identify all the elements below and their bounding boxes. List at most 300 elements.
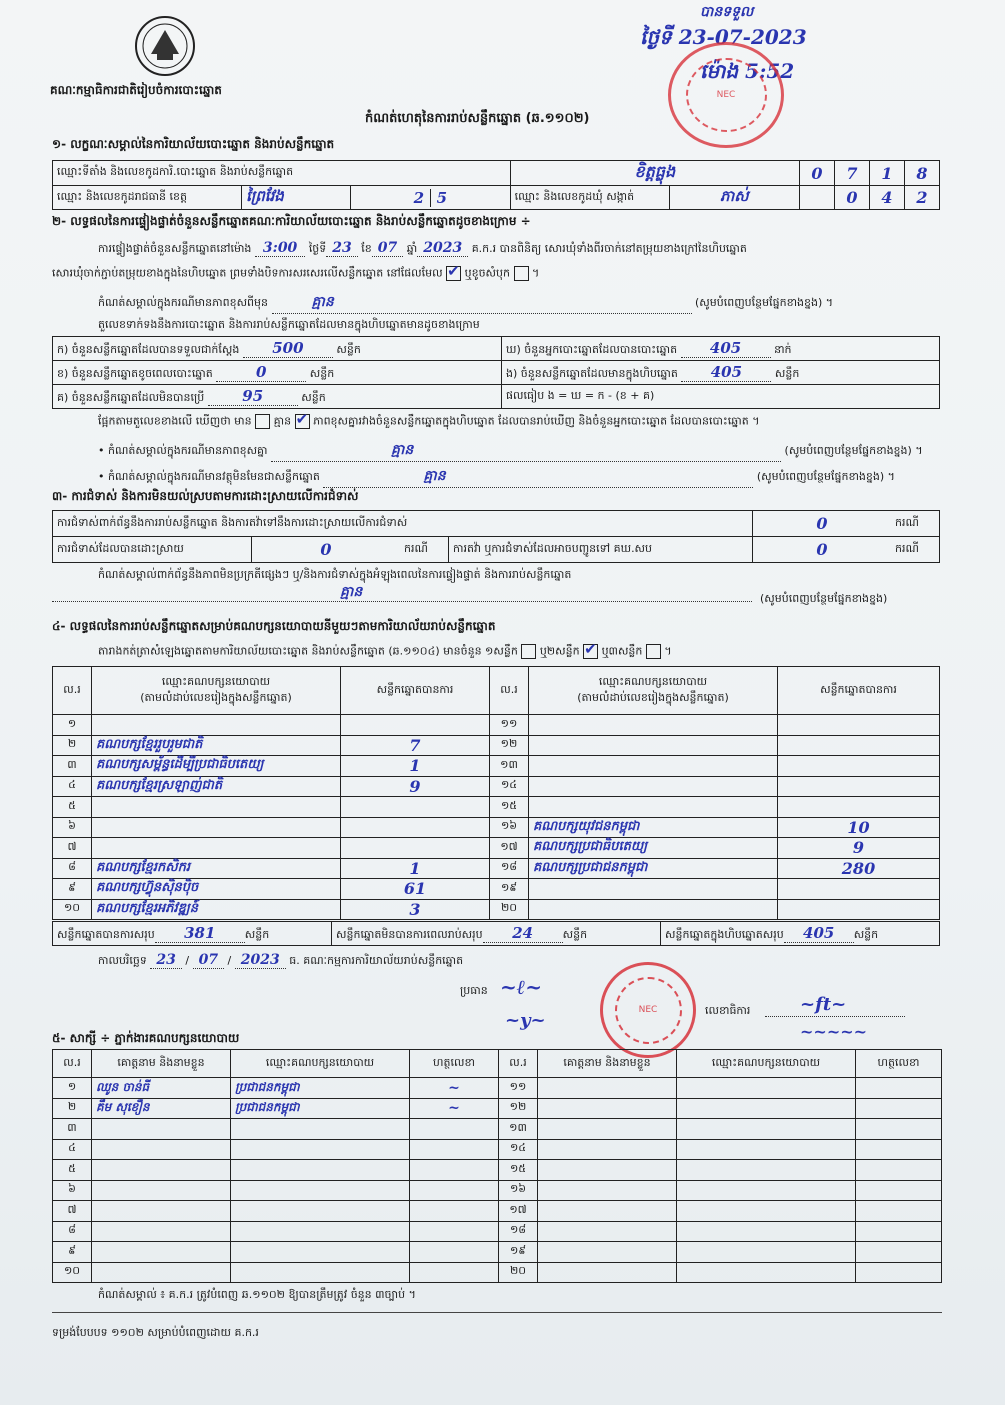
table-row [53,817,940,838]
col-votes: សន្លឹកឆ្នោតបានការ [341,667,490,715]
total-box-label: សន្លឹកឆ្នោតក្នុងហិបឆ្នោតសរុប [665,927,784,941]
vote-count: 9 [778,838,940,859]
witness-party [677,1180,856,1201]
witness-party [231,1119,410,1140]
row-no: ១៧ [499,1201,538,1222]
unit-sheet: សន្លឹក [244,927,270,941]
total-valid-value: 381 [155,924,245,943]
witness-signature [856,1180,942,1201]
vote-count [778,879,940,900]
party-name [529,735,778,756]
vote-count [778,797,940,818]
member-signature: ~y~ [505,1010,546,1031]
witness-party [231,1242,410,1263]
vote-count [341,838,490,859]
row-no: ១១ [490,715,529,736]
table-row [53,1201,942,1222]
vote-count: 7 [341,735,490,756]
row-no: ១៥ [499,1160,538,1181]
col-party-sub: (តាមលំដាប់លេខរៀងក្នុងសន្លឹកឆ្នោត) [140,690,292,704]
witness-signature: ~ [410,1078,499,1099]
table-row [53,1119,942,1140]
verification-month: 07 [372,240,403,257]
witness-name [538,1139,677,1160]
party-name [529,797,778,818]
handwritten-date: ថ្ងៃទី 23-07-2023 [640,25,807,49]
unit-sheet: សន្លឹក [301,390,326,404]
witness-signature [856,1139,942,1160]
row-no: ១៧ [490,838,529,859]
row-no: ៧ [53,838,92,859]
witness-name [538,1221,677,1242]
compare-line: ផ្អែកតាមតួលេខខាងលើ ឃើញថា មាន គ្មាន ✔ ភាពខុសគ្នារវាងចំនួនសន្លឹកឆ្នោតក្នុងហិបឆ្នោត ដែលបានរាប់ឃើញ និងចំនួនអ្នកបោះឆ្នោត ដែលបានបោះឆ្នោត ។ [98,414,759,431]
unit-case: ករណី [891,511,940,537]
count-c-label: គ) ចំនួនសន្លឹកឆ្នោតដែលមិនបានប្រើ [57,390,205,404]
witness-signature [410,1262,499,1283]
secretary-signature-2: ~~~~~ [800,1022,868,1041]
results-table [52,666,940,920]
witness-signature [856,1098,942,1119]
party-name [92,817,341,838]
party-name [529,715,778,736]
verification-line-2: សោរឃុំចាក់ភ្ជាប់តម្រុយខាងក្នុងនៃហិបឆ្នោត ព្រមទាំងបិទការសរសេរលើសន្លឹកឆ្នោត នៅផែលមែល ✔ ឬខូចសំបុក ។ [52,266,539,283]
row-no: ៨ [53,858,92,879]
checkbox-two-sheets[interactable] [583,644,598,659]
col-party: ឈ្មោះគណបក្សនយោបាយ [598,674,708,688]
row-no: ១២ [490,735,529,756]
vote-count: 3 [341,899,490,920]
table-row [53,1139,942,1160]
results-body [53,715,940,920]
checkbox-no-diff[interactable] [295,414,310,429]
row-no: ១២ [499,1098,538,1119]
witness-party [677,1221,856,1242]
col-party-sub: (តាមលំដាប់លេខរៀងក្នុងសន្លឹកឆ្នោត) [577,690,729,704]
date-year: 2023 [235,952,286,969]
table-row [53,715,940,736]
checkbox-broken[interactable] [514,266,529,281]
checkbox-sealed[interactable] [446,266,461,281]
witness-name [538,1262,677,1283]
unit-sheet: សន្លឹក [336,342,361,356]
vote-count [778,899,940,920]
prior-note-hint: (សូមបំពេញបន្ថែមផ្នែកខាងខ្នង) [695,296,823,309]
verification-year: 2023 [417,240,468,257]
counts-intro: តួលេខទាក់ទងនឹងការបោះឆ្នោត និងការរាប់សន្លឹកឆ្នោតដែលមានក្នុងហិបឆ្នោតមានដូចខាងក្រោម [98,318,480,331]
total-invalid-label: សន្លឹកឆ្នោតមិនបានការពេលរាប់សរុប [336,927,483,941]
verification-rest: គ.ក.រ បានពិនិត្យ សោរឃុំទាំងពីរចាក់នៅតម្រុយខាងក្រៅនៃហិបឆ្នោត [471,242,747,255]
opt3-label: ឬ៣សន្លឹក [601,644,643,658]
vote-count [341,817,490,838]
objection-label: ការជំទាស់ពាក់ព័ន្ធនឹងការរាប់សន្លឹកឆ្នោត និងការតវ៉ាទៅនឹងការដោះស្រាយលើការជំទាស់ [53,511,753,537]
official-stamp-top: NEC [668,42,784,148]
counts-table [52,336,940,409]
table-row [53,838,940,859]
witness-name [92,1180,231,1201]
table-row [53,1242,942,1263]
row-no: ១៨ [499,1221,538,1242]
table-row [53,1160,942,1181]
total-valid-label: សន្លឹកឆ្នោតបានការសរុប [57,927,155,941]
commune-code-digit: 4 [870,186,905,210]
section1-table [52,160,940,210]
party-name: គណបក្សប្រជាជនកម្ពុជា [529,858,778,879]
witness-body [53,1078,942,1283]
commune-value: ភាស់ [669,186,799,210]
witness-name [92,1201,231,1222]
witness-signature [410,1139,499,1160]
diff-note-value: គ្មាន [271,440,781,462]
witness-signature [856,1242,942,1263]
compare-rest: ភាពខុសគ្នារវាងចំនួនសន្លឹកឆ្នោតក្នុងហិបឆ្នោត ដែលបានរាប់ឃើញ និងចំនួនអ្នកបោះឆ្នោត ដែលបានបោះឆ្នោត [313,414,749,428]
witness-name [538,1160,677,1181]
unit-sheet: សន្លឹក [309,366,335,380]
diff-note-label: កំណត់សម្គាល់ក្នុងករណីមានភាពខុសគ្នា [108,444,268,457]
witness-party [677,1139,856,1160]
row-no: ១១ [499,1078,538,1099]
section5-title: ៥- សាក្សី ÷ ភ្នាក់ងារគណបក្សនយោបាយ [52,1031,240,1045]
witness-party [677,1201,856,1222]
date-label: កាលបរិច្ឆេទ [98,954,147,967]
witness-name [538,1242,677,1263]
party-name: គណបក្សខ្មែររួបរួមជាតិ [92,735,341,756]
obj-note-line: • កំណត់សម្គាល់ក្នុងករណីមានវត្ថុមិនមែនជាសន្លឹកឆ្នោត គ្មាន (សូមបំពេញបន្ថែមផ្នែកខាងខ្នង) ។ [98,466,895,488]
count-a-label: ក) ចំនួនសន្លឹកឆ្នោតដែលបានទទួលជាក់ស្តែង [57,342,240,356]
party-name: គណបក្សខ្មែរកសិករ [92,858,341,879]
row-no: ២ [53,1098,92,1119]
formula-cell: ផលធៀប ង = ឃ = ក - (ខ + គ) [502,385,940,409]
col-party: ឈ្មោះគណបក្សនយោបាយ [231,1050,410,1078]
footer-divider [52,1312,942,1313]
witness-party [231,1262,410,1283]
witness-signature [410,1242,499,1263]
unit-case: ករណី [891,537,940,563]
col-sign: ហត្ថលេខា [856,1050,942,1078]
row-no: ១៣ [499,1119,538,1140]
row-no: ១៦ [499,1180,538,1201]
count-b-label: ខ) ចំនួនសន្លឹកឆ្នោតខូចពេលបោះឆ្នោត [57,366,213,380]
row-no: ១៦ [490,817,529,838]
witness-signature [856,1078,942,1099]
prior-note-line: កំណត់សម្គាល់ក្នុងករណីមានភាពខុសពីមុន គ្មាន (សូមបំពេញបន្ថែមផ្នែកខាងខ្នង) ។ [98,292,948,314]
witness-party: ប្រជាជនកម្ពុជា [231,1078,410,1099]
table-row [53,756,940,777]
committee-label: ធ. គណៈកម្មការការិយាល័យរាប់សន្លឹកឆ្នោត [289,954,464,967]
table-row [53,1078,942,1099]
table-row [53,776,940,797]
witness-party [677,1119,856,1140]
witness-party [231,1139,410,1160]
province-value: ព្រៃវែង [242,186,351,210]
section1-title: ១- លក្ខណៈសម្គាល់នៃការិយាល័យបោះឆ្នោត និងរាប់សន្លឹកឆ្នោត [52,137,335,151]
witness-name: ឈូន ចាន់ធី [92,1078,231,1099]
verification-line [98,240,948,258]
witness-party [677,1242,856,1263]
witness-name [92,1139,231,1160]
total-invalid-value: 24 [483,924,563,943]
party-name [529,899,778,920]
table-row [53,899,940,920]
table-row [53,735,940,756]
handwritten-time: ម៉ោង 5:52 [700,59,795,83]
witness-name [538,1078,677,1099]
witness-party [677,1078,856,1099]
witness-party [231,1160,410,1181]
table-row [53,797,940,818]
vote-count [778,715,940,736]
col-name: គោត្តនាម និងនាមខ្លួន [538,1050,677,1078]
vote-count: 1 [341,756,490,777]
witness-party [231,1180,410,1201]
province-code-digit: 5 [436,188,448,207]
official-stamp-bottom: NEC [600,962,696,1058]
party-name [92,797,341,818]
witness-signature [856,1201,942,1222]
row-no: ៦ [53,1180,92,1201]
month-label: ខែ [361,242,372,255]
table-row [53,1221,942,1242]
station-code-digit: 0 [800,161,835,186]
row-no: ៩ [53,879,92,900]
document-title: កំណត់ហេតុនៃការរាប់សន្លឹកឆ្នោត (ឆ.១១០២) [365,111,590,126]
vote-count: 1 [341,858,490,879]
party-name: គណបក្សយុវជនកម្ពុជា [529,817,778,838]
row-no: ១៩ [490,879,529,900]
witness-signature [410,1160,499,1181]
row-no: ១៨ [490,858,529,879]
total-box-value: 405 [784,924,854,943]
obj-note-hint: (សូមបំពេញបន្ថែមផ្នែកខាងខ្នង) [756,470,885,483]
station-code-digit: 7 [835,161,870,186]
station-code-digit: 8 [905,161,940,186]
verification-day: 23 [326,240,357,257]
row-no: ៨ [53,1221,92,1242]
diff-note-line: • កំណត់សម្គាល់ក្នុងករណីមានភាពខុសគ្នា គ្មាន (សូមបំពេញបន្ថែមផ្នែកខាងខ្នង) ។ [98,440,923,462]
checkbox-broken-label: ឬខូចសំបុក [464,266,510,280]
col-sign: ហត្ថលេខា [410,1050,499,1078]
witness-party [231,1201,410,1222]
compare-text: ផ្អែកតាមតួលេខខាងលើ ឃើញថា មាន [98,414,252,428]
witness-name [538,1180,677,1201]
col-votes: សន្លឹកឆ្នោតបានការ [778,667,940,715]
party-name [92,715,341,736]
vote-count [341,797,490,818]
vote-count [778,776,940,797]
unit-sheet: សន្លឹក [853,927,879,941]
witness-party [677,1262,856,1283]
vote-count [778,756,940,777]
unit-sheet: សន្លឹក [774,366,800,380]
col-name: គោត្តនាម និងនាមខ្លួន [92,1050,231,1078]
col-no: ល.រ [499,1050,538,1078]
row-no: ១ [53,715,92,736]
witness-signature [410,1119,499,1140]
count-e-value: 405 [681,363,771,382]
witness-signature [410,1221,499,1242]
row-no: ៣ [53,756,92,777]
col-no: ល.រ [53,667,92,715]
unit-person: នាក់ [774,342,792,356]
opt2-label: ឬ២សន្លឹក [539,644,580,658]
witness-name [92,1160,231,1181]
resolved-label: ការជំទាស់ដែលបានដោះស្រាយ [53,537,252,563]
witness-name [92,1262,231,1283]
section3-title: ៣- ការជំទាស់ និងការមិនយល់ស្របតាមការដោះស្រាយលើការជំទាស់ [52,489,359,503]
commune-label: ឈ្មោះ និងលេខកូដឃុំ សង្កាត់ [510,186,669,210]
count-d-value: 405 [681,339,771,358]
verification-text: ការផ្ទៀងផ្ទាត់ចំនួនសន្លឹកឆ្នោតនៅម៉ោង [98,242,252,255]
table-row [53,1262,942,1283]
row-no: ១៤ [490,776,529,797]
witness-party [677,1098,856,1119]
station-label: ឈ្មោះទីតាំង និងលេខកូដការិ.បោះឆ្នោត និងរាប់សន្លឹកឆ្នោត [53,161,511,186]
obj-note-value: គ្មាន [323,466,753,488]
nec-emblem-icon [133,14,197,78]
col-no: ល.រ [53,1050,92,1078]
witness-party: ប្រជាជនកម្ពុជា [231,1098,410,1119]
date-month: 07 [193,952,224,969]
witness-name [92,1119,231,1140]
date-day: 23 [150,952,181,969]
table-row [53,879,940,900]
vote-count: 10 [778,817,940,838]
appeal-label: ការតវ៉ា ឬការជំទាស់ដែលអាចបញ្ជូនទៅ គឃ.សប [449,537,753,563]
witness-signature [410,1180,499,1201]
vote-count [341,715,490,736]
party-name: គណបក្សខ្មែរអភិវឌ្ឍន៍ [92,899,341,920]
table-row [53,858,940,879]
count-e-label: ង) ចំនួនសន្លឹកឆ្នោតដែលមានក្នុងហិបឆ្នោត [506,366,678,380]
verification-time: 3:00 [255,240,305,257]
row-no: ៣ [53,1119,92,1140]
vote-count: 61 [341,879,490,900]
row-no: ៦ [53,817,92,838]
witness-signature: ~ [410,1098,499,1119]
row-no: ៥ [53,1160,92,1181]
col-no: ល.រ [490,667,529,715]
verification-text-2: សោរឃុំចាក់ភ្ជាប់តម្រុយខាងក្នុងនៃហិបឆ្នោត ព្រមទាំងបិទការសរសេរលើសន្លឹកឆ្នោត នៅផែលមែល [52,266,443,280]
irregularity-note-label: កំណត់សម្គាល់ពាក់ព័ន្ធនឹងភាពមិនប្រក្រតីផ្សេងៗ ឬ/និងការជំទាស់ក្នុងអំឡុងពេលនៃការផ្ទៀងផ្ទាត់ និងការរាប់សន្លឹកឆ្នោត [98,568,572,581]
row-no: ៤ [53,776,92,797]
year-label: ឆ្នាំ [406,242,418,255]
party-name [529,776,778,797]
checkbox-three-sheets[interactable] [646,644,661,659]
day-label: ថ្ងៃទី [308,242,327,255]
commune-code-digit: 0 [835,186,870,210]
irregularity-note-dots [52,585,752,602]
prior-note-label: កំណត់សម្គាល់ក្នុងករណីមានភាពខុសពីមុន [98,296,268,309]
party-name [529,756,778,777]
objection-value: 0 [753,511,892,537]
row-no: ១ [53,1078,92,1099]
witness-signature [856,1119,942,1140]
row-no: ៤ [53,1139,92,1160]
checkbox-has-diff[interactable] [255,414,270,429]
party-name [529,879,778,900]
witness-name [538,1119,677,1140]
sheet-count-intro: តារាងកត់ត្រាសំឡេងឆ្នោតតាមការិយាល័យបោះឆ្នោត និងរាប់សន្លឹកឆ្នោត (ឆ.១១០៤) មានចំនួន ១សន្លឹក [98,644,518,658]
station-code-digit: 1 [870,161,905,186]
witness-name: គឹម សុខឿន [92,1098,231,1119]
witness-party [677,1160,856,1181]
witness-name [538,1098,677,1119]
org-name: គណៈកម្មាធិការជាតិរៀបចំការបោះឆ្នោត [50,83,222,97]
row-no: ២០ [490,899,529,920]
witness-name [92,1221,231,1242]
col-party: ឈ្មោះគណបក្សនយោបាយ [161,674,271,688]
witness-table [52,1049,942,1283]
row-no: ២ [53,735,92,756]
witness-signature [856,1160,942,1181]
table-row [53,1098,942,1119]
row-no: ១០ [53,1262,92,1283]
section4-title: ៤- លទ្ធផលនៃការរាប់សន្លឹកឆ្នោតសម្រាប់គណបក្សនយោបាយនីមួយៗតាមការិយាល័យរាប់សន្លឹកឆ្នោត [52,619,496,633]
resolved-value: 0 [252,537,401,563]
row-no: ១៣ [490,756,529,777]
secretary-label: លេខាធិការ [705,1004,751,1017]
row-no: ៥ [53,797,92,818]
footer-form-id: ទម្រង់បែបបទ ១១០២ សម្រាប់បំពេញដោយ គ.ក.រ [52,1326,259,1339]
row-no: ១០ [53,899,92,920]
irregularity-note-hint: (សូមបំពេញបន្ថែមផ្នែកខាងខ្នង) [760,592,888,605]
province-code-digit: 2 [408,189,431,207]
party-name: គណបក្សប្រជាធិបតេយ្យ [529,838,778,859]
party-name: គណបក្សខ្មែរស្រឡាញ់ជាតិ [92,776,341,797]
chair-signature: ~ℓ~ [500,975,543,999]
prior-note-value: គ្មាន [272,292,692,314]
count-d-label: ឃ) ចំនួនអ្នកបោះឆ្នោតដែលបានបោះឆ្នោត [506,342,678,356]
col-party: ឈ្មោះគណបក្សនយោបាយ [677,1050,856,1078]
witness-signature [856,1262,942,1283]
compare-none-label: គ្មាន [273,414,292,428]
obj-note-label: កំណត់សម្គាល់ក្នុងករណីមានវត្ថុមិនមែនជាសន្លឹកឆ្នោត [108,470,320,483]
unit-sheet: សន្លឹក [562,927,588,941]
results-totals [52,921,940,946]
row-no: ១៩ [499,1242,538,1263]
sheet-count-line: តារាងកត់ត្រាសំឡេងឆ្នោតតាមការិយាល័យបោះឆ្នោត និងរាប់សន្លឹកឆ្នោត (ឆ.១១០៤) មានចំនួន ១សន្លឹក ឬ២សន្លឹក ✔ ឬ៣សន្លឹក ។ [98,644,672,661]
party-name: គណបក្សសម្ព័ន្ធដើម្បីប្រជាធិបតេយ្យ [92,756,341,777]
vote-count: 9 [341,776,490,797]
row-no: ៧ [53,1201,92,1222]
witness-signature [856,1221,942,1242]
row-no: ២០ [499,1262,538,1283]
table-row [53,1180,942,1201]
province-label: ឈ្មោះ និងលេខកូដរាជធានី ខេត្ត [53,186,242,210]
handwritten-received: បានទទួល [700,4,754,20]
party-name: គណបក្សហ៊្វុនស៊ិនប៉ិច [92,879,341,900]
footer-note: កំណត់សម្គាល់ ៖ គ.ក.រ ត្រូវបំពេញ ឆ.១១០២ ឱ្យបានត្រឹមត្រូវ ចំនួន ៣ច្បាប់ ។ [98,1288,416,1301]
count-c-value: 95 [208,387,298,406]
appeal-value: 0 [753,537,892,563]
chair-label: ប្រធាន [460,984,488,997]
objections-table [52,510,940,563]
count-b-value: 0 [216,363,306,382]
station-value: ខិត្តធ្លុង [510,161,799,186]
party-name [92,838,341,859]
witness-party [231,1221,410,1242]
checkbox-one-sheet[interactable] [521,644,536,659]
row-no: ១៥ [490,797,529,818]
count-a-value: 500 [243,339,333,358]
witness-name [538,1201,677,1222]
date-line: កាលបរិច្ឆេទ 23 / 07 / 2023 ធ. គណៈកម្មការការិយាល័យរាប់សន្លឹកឆ្នោត [98,952,464,968]
witness-signature [410,1201,499,1222]
witness-name [92,1242,231,1263]
row-no: ១៤ [499,1139,538,1160]
section2-title: ២- លទ្ធផលនៃការផ្ទៀងផ្ទាត់ចំនួនសន្លឹកឆ្នោតគណៈការិយាល័យបោះឆ្នោត និងរាប់សន្លឹកឆ្នោតដូចខាងក្រោម ÷ [52,214,531,228]
commune-code-digit: 2 [905,186,940,210]
vote-count: 280 [778,858,940,879]
